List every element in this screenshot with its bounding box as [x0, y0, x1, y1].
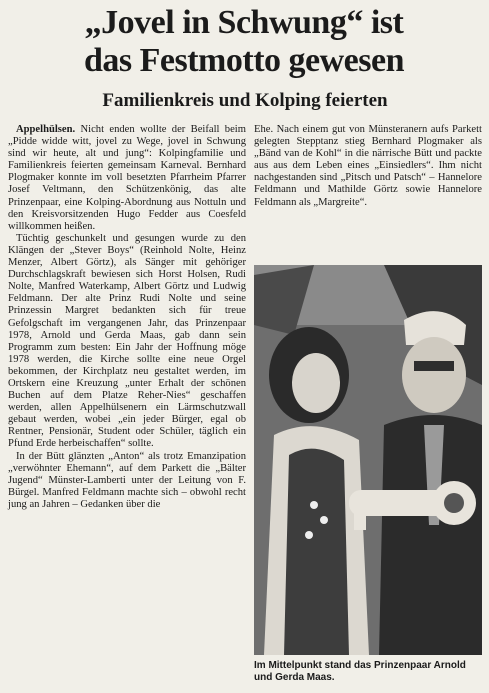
dateline: Appelhülsen. [16, 124, 76, 135]
article-column-1 [8, 124, 246, 511]
paragraph-2: Tüchtig geschunkelt und gesungen wurde zu den Klängen der „Stever Boys“ (Reinhold Nolte, Heinz Menzer, Albert Görtz), als Sänger mit gehöriger Durchschlagskraft bewiesen sich Horst Holsen, Rudi Nolte, Manfred Waterkamp, Albert Görtz und Ludwig Feldmann. Der alte Prinz Rudi Nolte und seine Prinzessin Margret bedankten sich für treue Gefolgschaft im vergangenen Jahr, das Prinzenpaar 1978, Arnold und Gerda Maas, gab dann sein Programm zum besten: Ein Jahr der Hoffnung möge 1978 werden, die Kirche sollte eine neue Orgel bekommen, der Kirchplatz neu gestaltet werden, im Ortskern eine Kreuzung „unter Erhalt der schönen Buchen auf dem Platze Reher-Nies“ geschaffen werden, allen Appelhülsenern ein Lärmschutzwall gebaut werden, wobei „ein jeder Bürger, egal ob Rentner, Pensionär, Student oder Schüler, täglich ein Pfund Erde herbeischaffen“ sollte. [8, 232, 246, 450]
headline-line-2: das Festmotto gewesen [84, 42, 404, 79]
paragraph-3: In der Bütt glänzten „Anton“ als trotz Emanzipation „verwöhnter Ehemann“, auf dem Parkett die „Bälter Jugend“ Münster-Lamberti unter der Leitung von F. Bürgel. Manfred Feldmann machte sich – obwohl recht jung an Jahren – Gedanken über die [8, 450, 246, 510]
paragraph-1 [8, 124, 246, 233]
article-column-2 [254, 124, 482, 209]
paragraph-4: Ehe. Nach einem gut von Münsteranern aufs Parkett gelegten Stepptanz stieg Bernhard Plogmaker als „Bänd van de Kohl“ in die närrische Bütt und packte aus aus dem Leben eines „Einsiedlers“. Ihm nicht nachgestanden sind „Pitsch und Patsch“ – Hannelore Feldmann und Mathilde Görtz sowie Hannelore Feldmann als „Margreite“. [254, 124, 482, 208]
prince-couple-photo [254, 265, 482, 655]
subheadline: Familienkreis und Kolping feierten [102, 90, 388, 111]
photo-caption: Im Mittelpunkt stand das Prinzenpaar Arnold und Gerda Maas. [254, 660, 466, 683]
photo-illustration [254, 265, 482, 655]
headline-line-1: „Jovel in Schwung“ ist [84, 4, 404, 41]
paragraph-1-text: Nicht enden wollte der Beifall beim „Pidde widde witt, jovel zu Wege, jovel in Schwung sind wir heute, alt und jung“: Kolpingfamilie und Familienkreis feierten gemeinsam Karneval. Bernhard Plogmaker konnte im voll besetzten Pfarrheim Pfarrer Josef Veltmann, den Schützenkönig, das alte Prinzenpaar, eine Kolping-Abordnung aus Nottuln und den Kreisvorsitzenden Hugo Fedder aus Coesfeld willkommen heißen. [8, 124, 246, 232]
headline [6, 4, 482, 80]
